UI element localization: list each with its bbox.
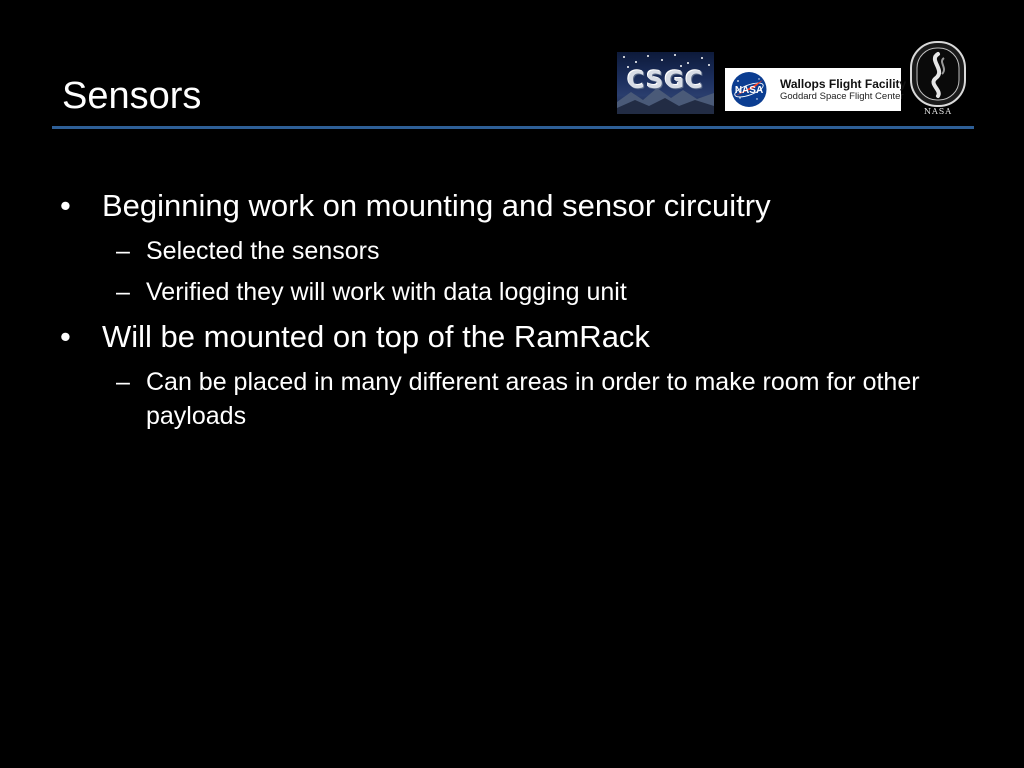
bullet-text: Will be mounted on top of the RamRack (102, 319, 650, 354)
sub-bullet-symbol: – (116, 368, 130, 396)
sub-bullet-symbol: – (116, 237, 130, 265)
sub-bullet-text: Can be placed in many different areas in order to make room for other payloads (146, 368, 920, 430)
bullet-symbol: • (60, 319, 71, 354)
bullet-text: Beginning work on mounting and sensor circuitry (102, 188, 771, 223)
slide-title: Sensors (62, 75, 202, 117)
seal-text: NASA (923, 107, 953, 116)
wallops-title: Wallops Flight Facility (780, 77, 907, 91)
bullet-symbol: • (60, 188, 71, 223)
wallops-subtitle: Goddard Space Flight Center (780, 91, 904, 102)
sub-bullet-text: Selected the sensors (146, 237, 380, 265)
csgc-logo-text: CSGC (627, 66, 704, 94)
svg-text:NASA: NASA (734, 85, 764, 96)
sub-bullet-symbol: – (116, 278, 130, 306)
sub-bullet-text: Verified they will work with data logging unit (146, 278, 627, 306)
